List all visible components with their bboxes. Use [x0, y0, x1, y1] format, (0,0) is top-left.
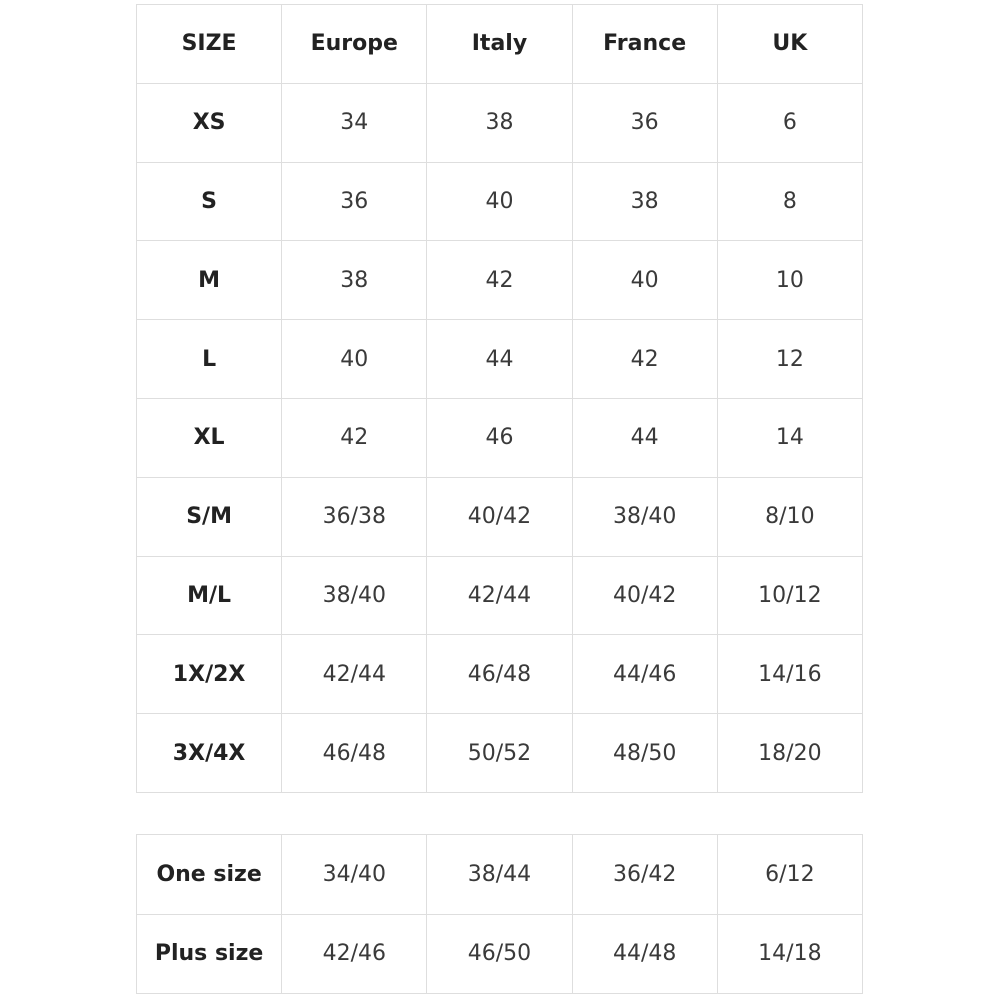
italy-cell: 42/44	[427, 556, 572, 635]
france-cell: 36/42	[572, 835, 717, 915]
size-cell: M/L	[137, 556, 282, 635]
table-row	[137, 835, 863, 915]
uk-cell: 10	[717, 241, 862, 320]
italy-cell: 46/50	[427, 914, 572, 994]
table-row	[137, 320, 863, 399]
special-size-table	[136, 834, 863, 994]
table-header-row	[137, 5, 863, 84]
france-cell: 48/50	[572, 714, 717, 793]
europe-cell: 42	[282, 398, 427, 477]
italy-cell: 40	[427, 162, 572, 241]
uk-cell: 14/18	[717, 914, 862, 994]
france-cell: 44/48	[572, 914, 717, 994]
size-conversion-table	[136, 4, 863, 793]
france-cell: 44	[572, 398, 717, 477]
uk-cell: 18/20	[717, 714, 862, 793]
europe-cell: 46/48	[282, 714, 427, 793]
size-cell: XL	[137, 398, 282, 477]
header-italy: Italy	[427, 5, 572, 84]
uk-cell: 6	[717, 83, 862, 162]
europe-cell: 40	[282, 320, 427, 399]
france-cell: 36	[572, 83, 717, 162]
size-cell: XS	[137, 83, 282, 162]
table-row	[137, 714, 863, 793]
italy-cell: 46/48	[427, 635, 572, 714]
europe-cell: 34/40	[282, 835, 427, 915]
table-row	[137, 241, 863, 320]
header-uk: UK	[717, 5, 862, 84]
italy-cell: 44	[427, 320, 572, 399]
france-cell: 38/40	[572, 477, 717, 556]
france-cell: 42	[572, 320, 717, 399]
europe-cell: 36/38	[282, 477, 427, 556]
uk-cell: 14/16	[717, 635, 862, 714]
uk-cell: 14	[717, 398, 862, 477]
france-cell: 40	[572, 241, 717, 320]
italy-cell: 38	[427, 83, 572, 162]
italy-cell: 40/42	[427, 477, 572, 556]
size-cell: One size	[137, 835, 282, 915]
table-row	[137, 398, 863, 477]
size-cell: 1X/2X	[137, 635, 282, 714]
table-row	[137, 477, 863, 556]
table-row	[137, 635, 863, 714]
table-row	[137, 162, 863, 241]
uk-cell: 8	[717, 162, 862, 241]
italy-cell: 46	[427, 398, 572, 477]
italy-cell: 50/52	[427, 714, 572, 793]
uk-cell: 12	[717, 320, 862, 399]
size-cell: 3X/4X	[137, 714, 282, 793]
uk-cell: 10/12	[717, 556, 862, 635]
uk-cell: 6/12	[717, 835, 862, 915]
size-cell: L	[137, 320, 282, 399]
table-row	[137, 914, 863, 994]
europe-cell: 42/46	[282, 914, 427, 994]
uk-cell: 8/10	[717, 477, 862, 556]
header-europe: Europe	[282, 5, 427, 84]
size-cell: Plus size	[137, 914, 282, 994]
france-cell: 40/42	[572, 556, 717, 635]
header-france: France	[572, 5, 717, 84]
header-size: SIZE	[137, 5, 282, 84]
europe-cell: 38/40	[282, 556, 427, 635]
europe-cell: 34	[282, 83, 427, 162]
europe-cell: 38	[282, 241, 427, 320]
france-cell: 44/46	[572, 635, 717, 714]
size-cell: M	[137, 241, 282, 320]
size-cell: S	[137, 162, 282, 241]
france-cell: 38	[572, 162, 717, 241]
europe-cell: 42/44	[282, 635, 427, 714]
table-row	[137, 83, 863, 162]
italy-cell: 38/44	[427, 835, 572, 915]
europe-cell: 36	[282, 162, 427, 241]
size-cell: S/M	[137, 477, 282, 556]
italy-cell: 42	[427, 241, 572, 320]
table-row	[137, 556, 863, 635]
